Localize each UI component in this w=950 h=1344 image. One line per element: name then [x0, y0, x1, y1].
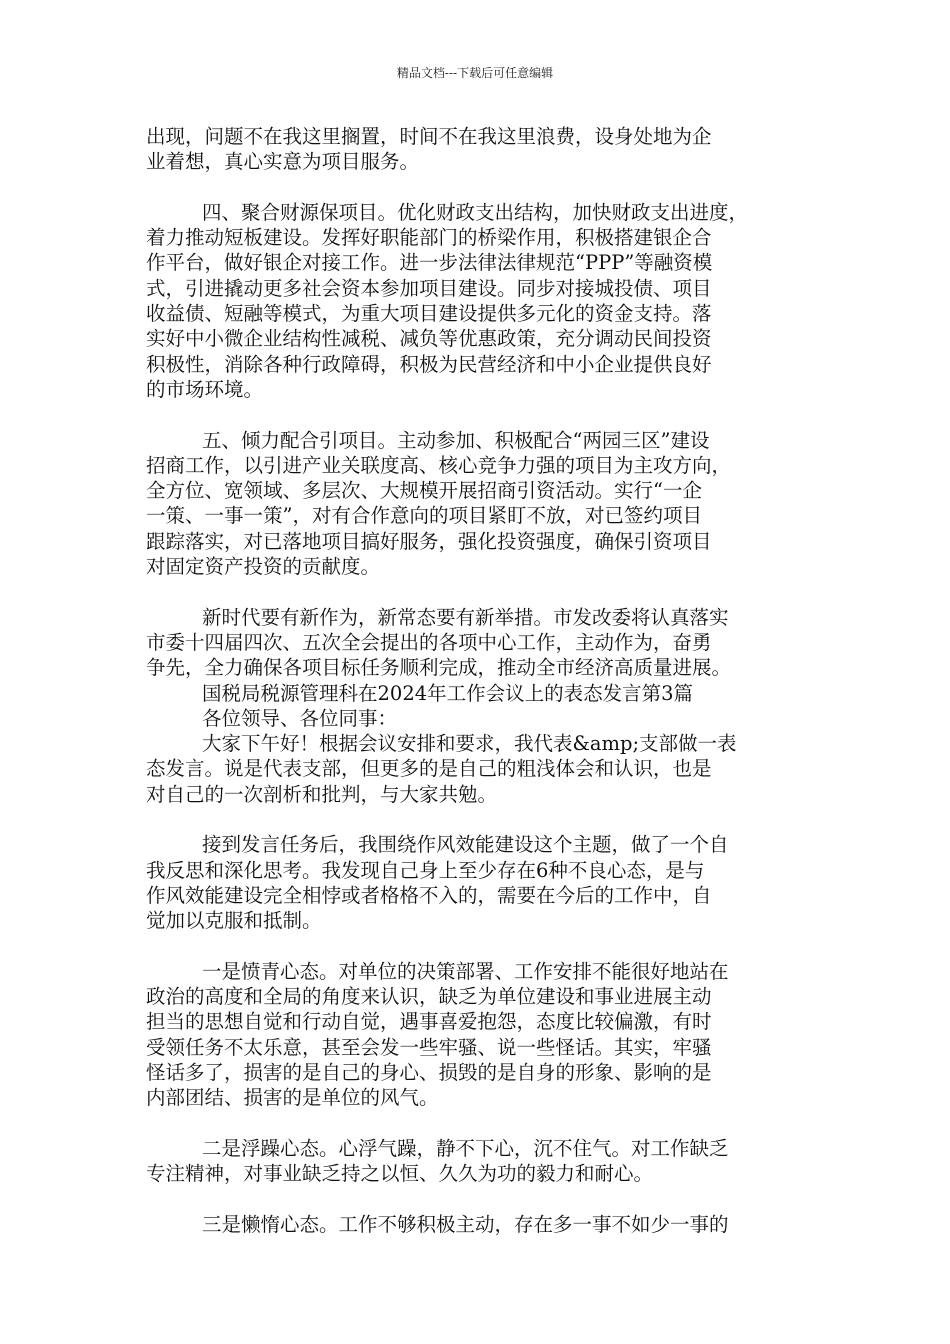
text-line: 二是浮躁心态。心浮气躁，静不下心，沉不住气。对工作缺乏: [202, 1136, 729, 1160]
text-line: 实好中小微企业结构性减税、减负等优惠政策，充分调动民间投资: [146, 327, 712, 351]
paragraph: [146, 1212, 814, 1237]
text-line: 一是愤青心态。对单位的决策部署、工作安排不能很好地站在: [202, 959, 729, 983]
salutation: [146, 706, 814, 731]
text-line: 作平台，做好银企对接工作。进一步法律法律规范“PPP”等融资模: [146, 251, 713, 275]
paragraph: [146, 605, 814, 681]
text-line: 内部团结、损害的是单位的风气。: [146, 1086, 439, 1110]
paragraph: [146, 200, 814, 402]
text-line: 我反思和深化思考。我发现自己身上至少存在6种不良心态，是与: [146, 858, 705, 882]
text-line: 怪话多了，损害的是自己的身心、损毁的是自身的形象、影响的是: [146, 1060, 712, 1084]
paragraph: [146, 832, 814, 933]
text-line: 担当的思想自觉和行动自觉，遇事喜爱抱怨，态度比较偏激，有时: [146, 1010, 712, 1034]
paragraph: [146, 1136, 814, 1187]
paragraph: [146, 731, 814, 807]
text-line: 业着想，真心实意为项目服务。: [146, 150, 420, 174]
text-line: 收益债、短融等模式，为重大项目建设提供多元化的资金支持。落: [146, 302, 712, 326]
text-line: 态发言。说是代表支部，但更多的是自己的粗浅体会和认识，也是: [146, 757, 712, 781]
text-line: 的市场环境。: [146, 377, 264, 401]
text-line: 作风效能建设完全相悖或者格格不入的，需要在今后的工作中，自: [146, 883, 712, 907]
text-line: 政治的高度和全局的角度来认识，缺乏为单位建设和事业进展主动: [146, 985, 712, 1009]
text-line: 各位领导、各位同事：: [202, 706, 398, 730]
text-line: 接到发言任务后，我围绕作风效能建设这个主题，做了一个自: [202, 833, 729, 857]
paragraph: [146, 124, 814, 175]
text-line: 四、聚合财源保项目。优化财政支出结构，加快财政支出进度，: [202, 200, 749, 224]
text-line: 专注精神，对事业缺乏持之以恒、久久为功的毅力和耐心。: [146, 1162, 654, 1186]
text-line: 对自己的一次剖析和批判，与大家共勉。: [146, 782, 498, 806]
text-line: 受领任务不太乐意，甚至会发一些牢骚、说一些怪话。其实，牢骚: [146, 1035, 712, 1059]
document-body: [146, 124, 814, 1237]
paragraph: [146, 959, 814, 1111]
text-line: 全方位、宽领域、多层次、大规模开展招商引资活动。实行“一企: [146, 479, 702, 503]
text-line: 出现，问题不在我这里搁置，时间不在我这里浪费，设身处地为企: [146, 125, 712, 148]
text-line: 着力推动短板建设。发挥好职能部门的桥梁作用，积极搭建银企合: [146, 226, 712, 250]
text-line: 一策、一事一策”，对有合作意向的项目紧盯不放，对已签约项目: [146, 504, 702, 528]
text-line: 争先，全力确保各项目标任务顺利完成，推动全市经济高质量进展。: [146, 656, 732, 680]
text-line: 新时代要有新作为，新常态要有新举措。市发改委将认真落实: [202, 605, 729, 629]
text-line: 三是懒惰心态。工作不够积极主动，存在多一事不如少一事的: [202, 1212, 729, 1236]
section-title: [146, 681, 814, 706]
text-line: 五、倾力配合引项目。主动参加、积极配合“两园三区”建设: [202, 428, 710, 452]
text-line: 市委十四届四次、五次全会提出的各项中心工作，主动作为，奋勇: [146, 630, 712, 654]
text-line: 觉加以克服和抵制。: [146, 909, 322, 933]
text-line: 积极性，消除各种行政障碍，积极为民营经济和中小企业提供良好: [146, 352, 712, 376]
text-line: 式，引进撬动更多社会资本参加项目建设。同步对接城投债、项目: [146, 276, 712, 300]
text-line: 对固定资产投资的贡献度。: [146, 555, 381, 579]
text-line: 大家下午好！根据会议安排和要求，我代表&amp;支部做一表: [202, 732, 737, 756]
text-line: 国税局税源管理科在2024年工作会议上的表态发言第3篇: [202, 681, 694, 705]
paragraph: [146, 428, 814, 580]
page-header: 精品文档---下载后可任意编辑: [396, 66, 554, 80]
text-line: 招商工作，以引进产业关联度高、核心竞争力强的项目为主攻方向，: [146, 453, 732, 477]
text-line: 跟踪落实，对已落地项目搞好服务，强化投资强度，确保引资项目: [146, 529, 712, 553]
